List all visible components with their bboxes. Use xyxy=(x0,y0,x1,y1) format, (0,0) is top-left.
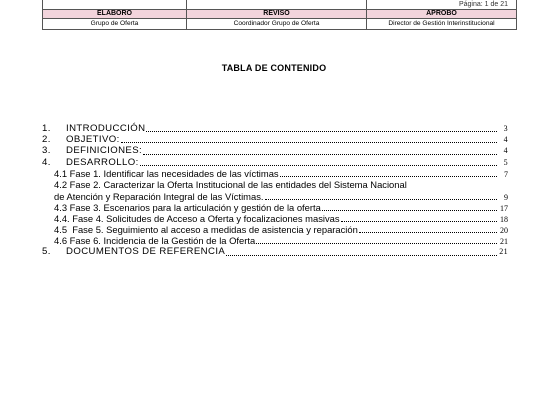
toc-number: 4. xyxy=(42,156,51,168)
toc-page: 5 xyxy=(503,157,508,167)
toc-leader xyxy=(121,134,497,143)
toc-text: 4.6 Fase 6. Incidencia de la Gestión de la Oferta xyxy=(54,235,256,247)
toc-leader xyxy=(322,202,497,211)
toc-number: 3. xyxy=(42,145,51,157)
toc-page: 9 xyxy=(504,192,508,202)
toc-entry-fase-2-cont[interactable] xyxy=(42,191,508,202)
toc-text-line-2: de Atención y Reparación Integral de las Víctimas. xyxy=(54,190,264,202)
toc-entry-documentos-referencia[interactable] xyxy=(42,246,508,257)
toc-entry-fase-3[interactable] xyxy=(42,202,508,213)
toc-leader xyxy=(226,247,497,256)
toc-page: 4 xyxy=(503,135,508,145)
toc-page: 3 xyxy=(503,124,508,133)
toc-number: 5. xyxy=(42,246,51,258)
toc-leader xyxy=(146,123,497,132)
toc-leader xyxy=(256,235,497,244)
table-of-contents xyxy=(42,123,508,258)
toc-entry-introduccion[interactable] xyxy=(42,123,508,134)
toc-text: 4.1 Fase 1. Identificar las necesidades de las víctimas xyxy=(54,167,279,179)
toc-entry-desarrollo[interactable] xyxy=(42,157,508,168)
header-top-row xyxy=(43,0,517,10)
toc-leader xyxy=(265,191,498,200)
toc-entry-fase-6[interactable] xyxy=(42,235,508,246)
page-count: Página: 1 de 21 xyxy=(367,0,517,10)
toc-text: 4.3 Fase 3. Escenarios para la articulación y gestión de la oferta xyxy=(54,201,321,213)
toc-leader xyxy=(341,213,497,222)
toc-entry-objetivo[interactable] xyxy=(42,134,508,145)
toc-text-line-1: 4.2 Fase 2. Caracterizar la Oferta Institucional de las entidades del Sistema Nacional xyxy=(54,178,407,190)
toc-leader xyxy=(280,168,497,177)
approval-table xyxy=(42,0,517,30)
toc-number: 2. xyxy=(42,134,51,146)
label-elaboro: ELABORÓ xyxy=(43,10,187,19)
toc-text: 4.5 Fase 5. Seguimiento al acceso a medidas de asistencia y reparación xyxy=(54,224,358,236)
toc-leader xyxy=(359,224,497,233)
toc-entry-fase-1[interactable] xyxy=(42,168,508,179)
label-reviso: REVISÓ xyxy=(187,10,367,19)
toc-page: 4 xyxy=(503,146,508,156)
toc-leader xyxy=(140,157,497,166)
toc-text: INTRODUCCIÓN xyxy=(66,123,146,134)
toc-page: 18 xyxy=(500,214,508,224)
toc-text: 4.4. Fase 4. Solicitudes de Acceso a Oferta y focalizaciones masivas xyxy=(54,212,340,224)
toc-page: 21 xyxy=(499,247,508,257)
toc-entry-fase-2[interactable] xyxy=(42,179,508,191)
toc-text: DESARROLLO: xyxy=(66,156,139,168)
toc-page: 7 xyxy=(504,169,508,179)
toc-title: TABLA DE CONTENIDO xyxy=(221,63,327,73)
value-elaboro: Grupo de Oferta xyxy=(43,19,187,30)
toc-entry-definiciones[interactable] xyxy=(42,145,508,156)
value-reviso: Coordinador Grupo de Oferta xyxy=(187,19,367,30)
approval-labels-row xyxy=(43,10,517,19)
toc-text: DOCUMENTOS DE REFERENCIA xyxy=(66,246,226,258)
label-aprobo: APROBÓ xyxy=(367,10,517,19)
toc-number: 1. xyxy=(42,123,51,134)
toc-text: DEFINICIONES: xyxy=(66,145,143,157)
header-cell-blank xyxy=(187,0,367,10)
toc-entry-fase-4[interactable] xyxy=(42,213,508,224)
toc-page: 17 xyxy=(500,203,508,213)
header-cell-blank xyxy=(43,0,187,10)
toc-entry-fase-5[interactable] xyxy=(42,224,508,235)
toc-page: 21 xyxy=(500,237,508,247)
toc-text: OBJETIVO: xyxy=(66,134,120,146)
toc-leader xyxy=(143,146,497,155)
toc-page: 20 xyxy=(500,226,508,236)
value-aprobo: Director de Gestión Interinstitucional xyxy=(367,19,517,30)
approval-values-row xyxy=(43,19,517,30)
